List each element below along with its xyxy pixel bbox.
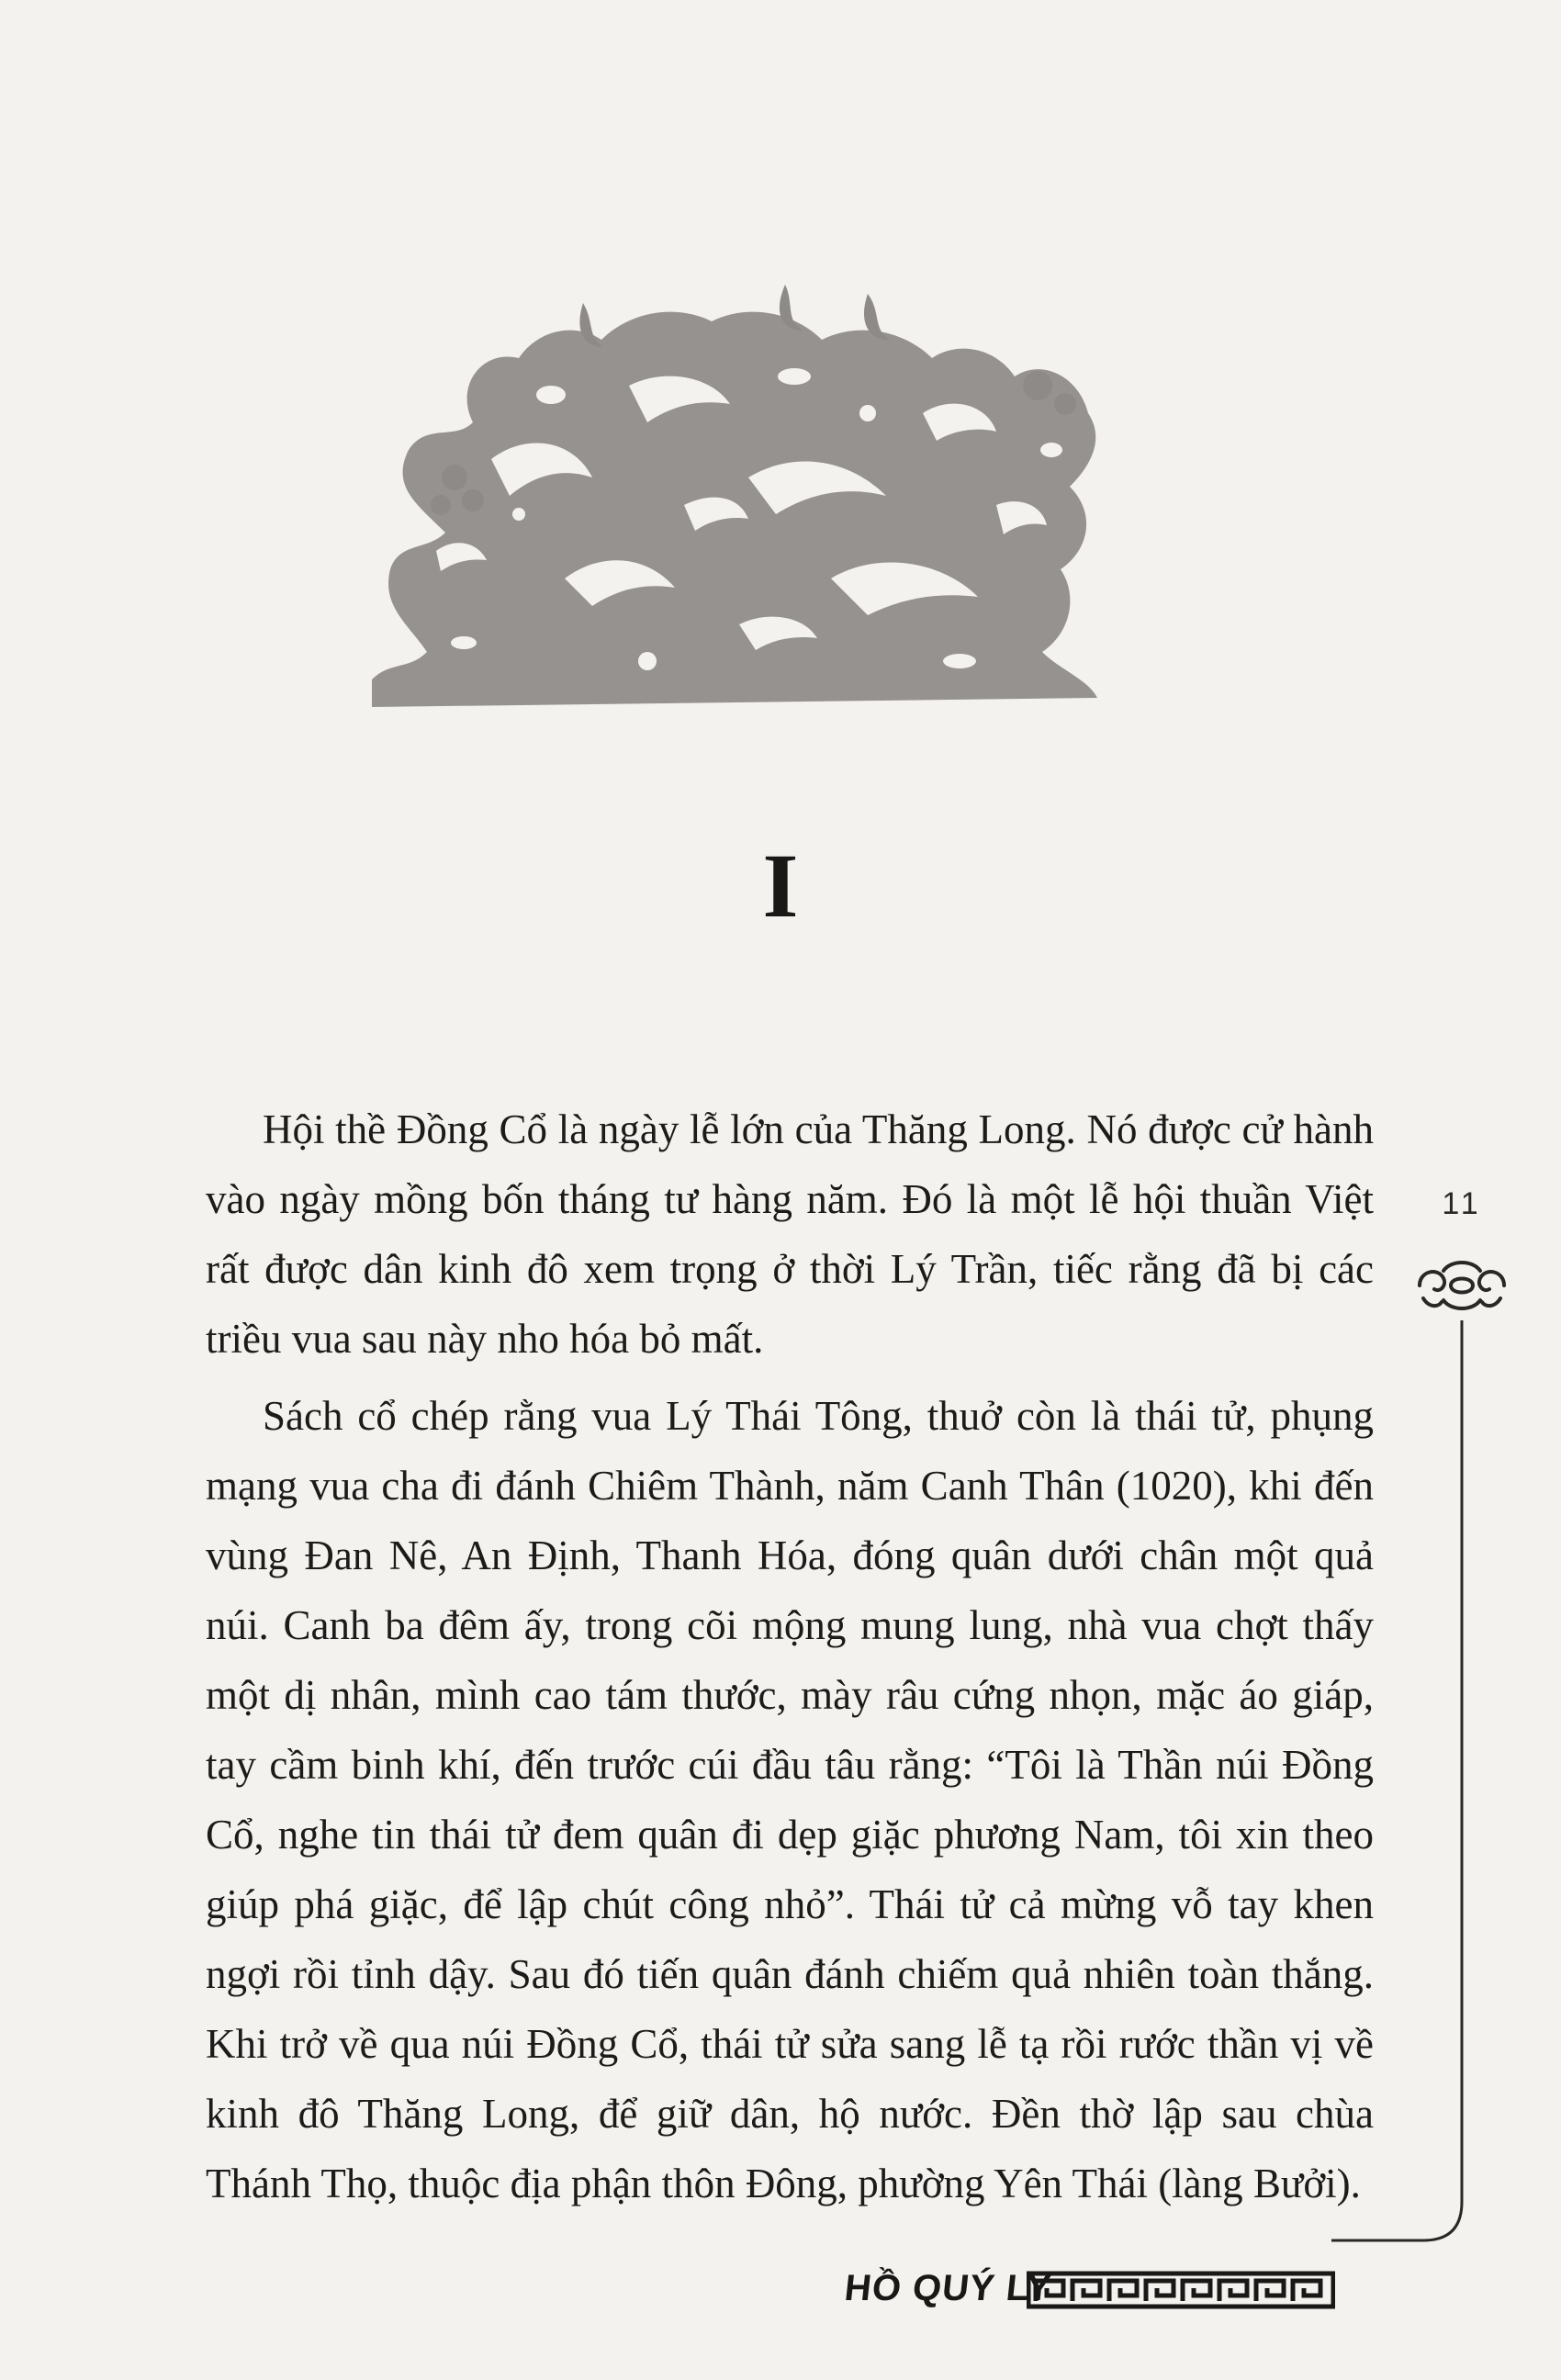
dragon-woodcut-illustration [354, 275, 1116, 716]
dragon-phoenix-woodcut-icon [354, 275, 1116, 716]
page-number: 11 [1442, 1186, 1482, 1221]
cloud-scroll-ornament-icon [1410, 1252, 1513, 1319]
chapter-body [206, 1095, 1374, 2218]
footer-book-title: HỒ QUÝ LY [842, 2268, 1054, 2308]
paragraph-2: Sách cổ chép rằng vua Lý Thái Tông, thuở còn là thái tử, phụng mạng vua cha đi đánh Chiêm Thành, năm Canh Thân (1020), khi đến vùng Đan Nê, An Định, Thanh Hóa, đóng quân dưới chân một quả núi. Canh ba đêm ấy, trong cõi mộng mung lung, nhà vua chợt thấy một dị nhân, mình cao tám thước, mày râu cứng nhọn, mặc áo giáp, tay cầm binh khí, đến trước cúi đầu tâu rằng: “Tôi là Thần núi Đồng Cổ, nghe tin thái tử đem quân đi dẹp giặc phương Nam, tôi xin theo giúp phá giặc, để lập chút công nhỏ”. Thái tử cả mừng vỗ tay khen ngợi rồi tỉnh dậy. Sau đó tiến quân đánh chiếm quả nhiên toàn thắng. Khi trở về qua núi Đồng Cổ, thái tử sửa sang lễ tạ rồi rước thần vị về kinh đô Thăng Long, để giữ dân, hộ nước. Đền thờ lập sau chùa Thánh Thọ, thuộc địa phận thôn Đông, phường Yên Thái (làng Bưởi). [206, 1393, 1374, 2206]
chapter-numeral: I [762, 835, 799, 937]
meander-pattern-icon [1027, 2270, 1335, 2310]
paragraph-1: Hội thề Đồng Cổ là ngày lễ lớn của Thăng Long. Nó được cử hành vào ngày mồng bốn tháng tư hàng năm. Đó là một lễ hội thuần Việt rất được dân kinh đô xem trọng ở thời Lý Trần, tiếc rằng đã bị các triều vua sau này nho hóa bỏ mất. [206, 1106, 1374, 1362]
